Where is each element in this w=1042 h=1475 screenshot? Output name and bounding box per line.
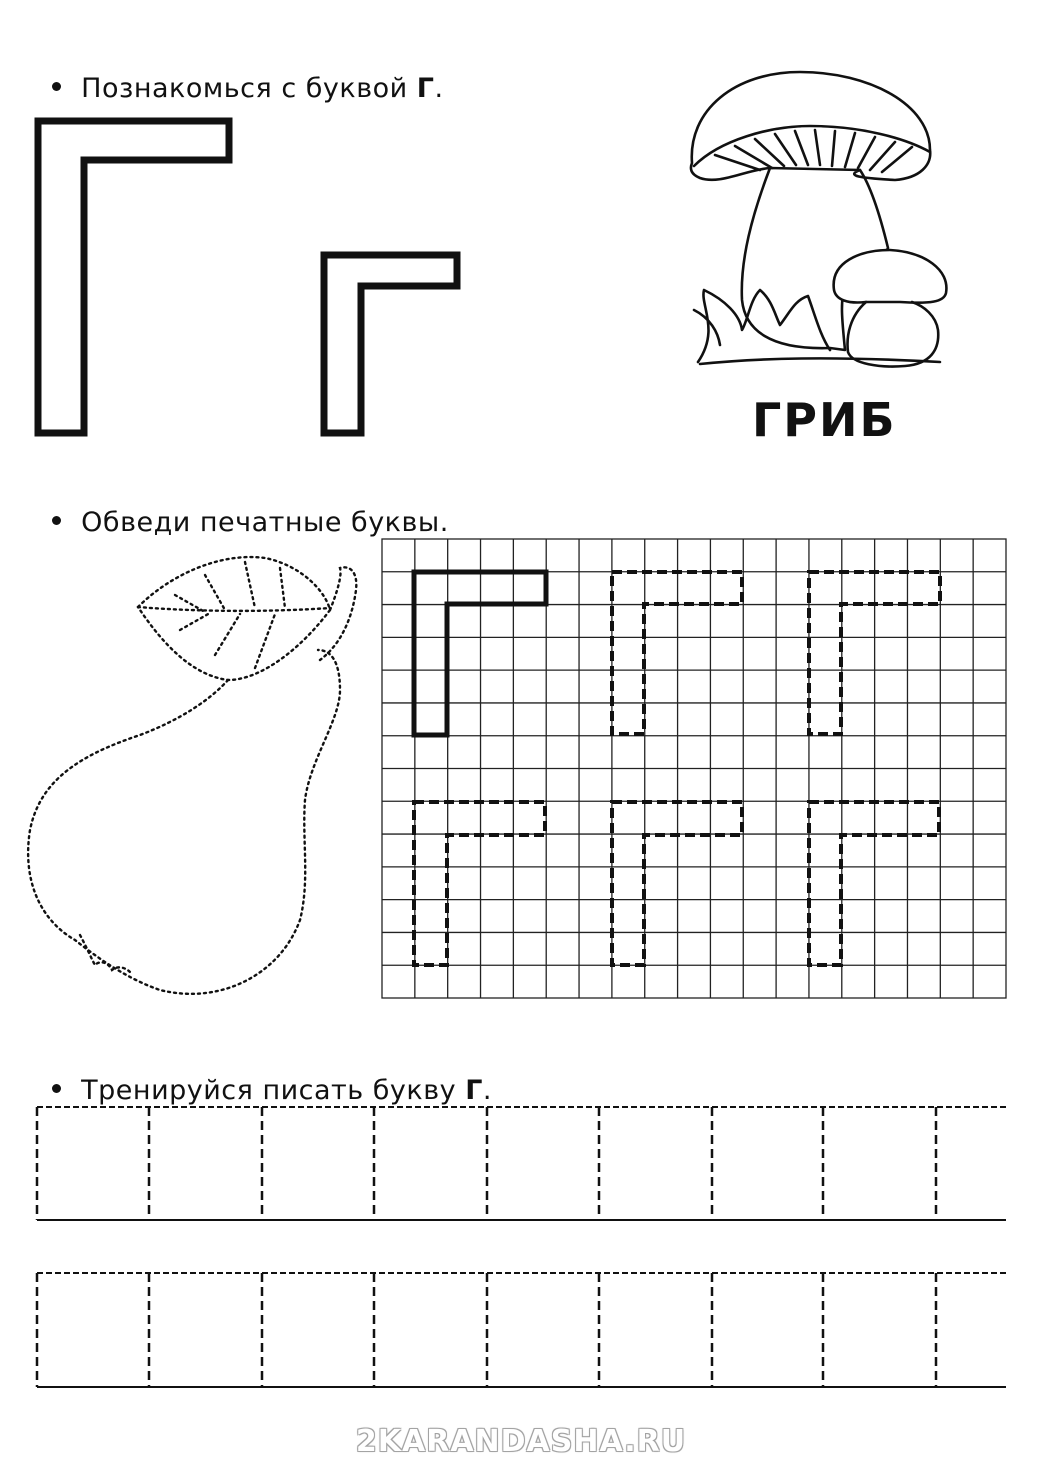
small-letter-outline bbox=[324, 255, 457, 433]
writing-practice-rows bbox=[37, 1107, 1006, 1387]
instruction-text: Тренируйся писать букву bbox=[81, 1075, 457, 1106]
instruction-text: Познакомься с буквой bbox=[81, 73, 408, 104]
pear-icon bbox=[28, 557, 356, 994]
instruction-letter: Г bbox=[465, 1075, 483, 1106]
instruction-introduce-letter: Познакомься с буквой Г. bbox=[34, 42, 444, 104]
instruction-trace-letters bbox=[34, 476, 449, 538]
grid-lines bbox=[382, 539, 1006, 998]
bullet-icon bbox=[52, 1084, 61, 1093]
dashed-letter bbox=[414, 802, 545, 965]
big-letter-outline bbox=[38, 121, 229, 433]
watermark: 2KARANDASHA.RU bbox=[355, 1424, 687, 1459]
instruction-letter: Г bbox=[416, 73, 435, 104]
picture-caption: ГРИБ bbox=[752, 393, 897, 447]
instruction-practice-writing: Тренируйся писать букву Г. bbox=[34, 1044, 492, 1106]
mushroom-icon bbox=[691, 72, 946, 366]
bullet-icon bbox=[52, 516, 61, 525]
instruction-text: Обведи печатные буквы. bbox=[81, 507, 449, 538]
